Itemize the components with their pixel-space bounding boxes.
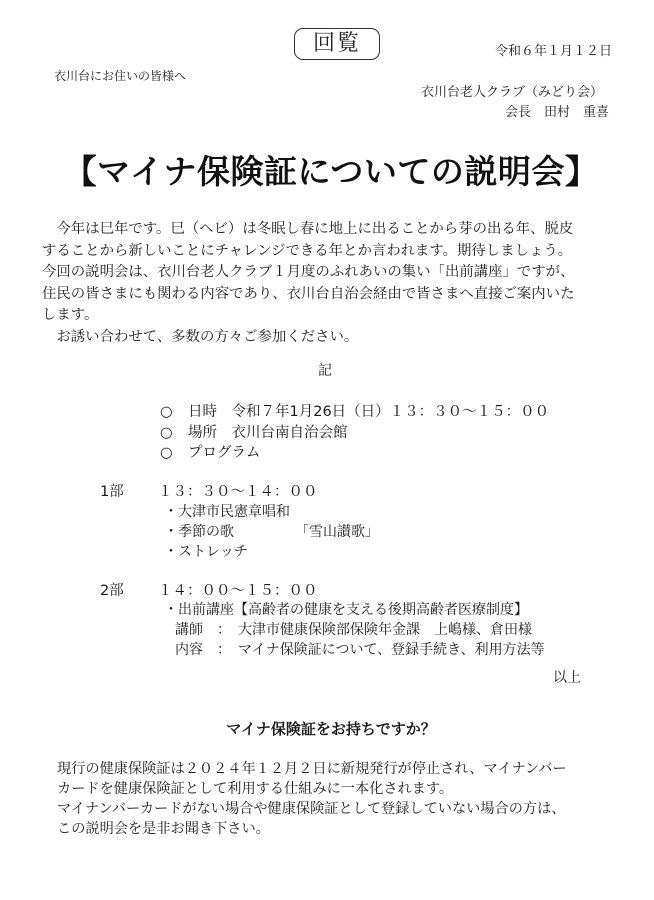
intro-line: することから新しいことにチャレンジできる年とか言われます。期待しましょう。 (42, 242, 573, 259)
schedule-program (160, 441, 260, 462)
footer-paragraph (57, 759, 622, 839)
part2-content: 内容 ： マイナ保険証について、登録手続き、利用方法等 (175, 642, 545, 658)
part2-time: １４：００～１５：００ (158, 583, 318, 599)
part2-label: 2部 (100, 583, 124, 599)
issue-date: 令和６年１月１２日 (494, 44, 612, 59)
sender-organization: 衣川台老人クラブ（みどり会） (421, 85, 604, 100)
part1-item: ・大津市民憲章唱和 (164, 504, 290, 520)
question-heading: マイナ保険証をお持ちですか？ (226, 720, 436, 738)
schedule-program-text: プログラム (188, 445, 261, 461)
schedule-datetime-text: 日時 令和７年1月26日（日）１３：３０～１５：００ (188, 404, 550, 420)
circulation-stamp: 回覧 (294, 28, 380, 60)
schedule-place (160, 421, 348, 442)
sender-name: 会長 田村 重喜 (505, 105, 610, 120)
circle-bullet-icon: ○ (160, 404, 173, 420)
footer-line: 現行の健康保険証は２０２４年１２月２日に新規発行が停止され、マイナンバー (57, 761, 567, 777)
part1-item: ・季節の歌 (164, 524, 234, 540)
intro-line: します。 (42, 307, 99, 323)
closing-mark: 以上 (553, 670, 581, 686)
intro-line: 住民の皆さまにも関わる内容であり、衣川台自治会経由で皆さまへ直接ご案内いた (42, 285, 575, 302)
schedule-datetime (160, 400, 549, 421)
circle-bullet-icon: ○ (160, 425, 173, 441)
part2-lecturer: 講師 ： 大津市健康保険部保険年金課 上嶋様、倉田様 (175, 622, 532, 638)
intro-paragraph (42, 219, 620, 348)
intro-line: 今年は巳年です。巳（ヘビ）は冬眠し春に地上に出ることから芽の出る年、脱皮 (56, 221, 574, 237)
footer-line: この説明会を是非お聞き下さい。 (57, 821, 270, 837)
footer-line: カードを健康保険証として利用する仕組みに一本化されます。 (57, 781, 454, 797)
addressee: 衣川台にお住いの皆様へ (54, 69, 187, 83)
intro-line: 今回の説明会は、衣川台老人クラブ１月度のふれあいの集い「出前講座」ですが、 (42, 264, 575, 280)
part1-song: 「雪山讃歌」 (295, 524, 379, 540)
ki-heading: 記 (318, 363, 332, 379)
intro-line: お誘い合わせて、多数の方々ご参加ください。 (56, 328, 359, 345)
circle-bullet-icon: ○ (160, 445, 173, 461)
document-title: 【マイナ保険証についての説明会】 (63, 152, 599, 191)
part2-item: ・出前講座【高齢者の健康を支える後期高齢者医療制度】 (164, 602, 528, 618)
part1-label: 1部 (100, 484, 124, 500)
part1-item: ・ストレッチ (164, 544, 248, 560)
footer-line: マイナンバーカードがない場合や健康保険証として登録していない場合の方は、 (57, 801, 566, 817)
part1-time: １３：３０～１４：００ (158, 484, 318, 500)
schedule-place-text: 場所 衣川台南自治会館 (188, 425, 348, 441)
